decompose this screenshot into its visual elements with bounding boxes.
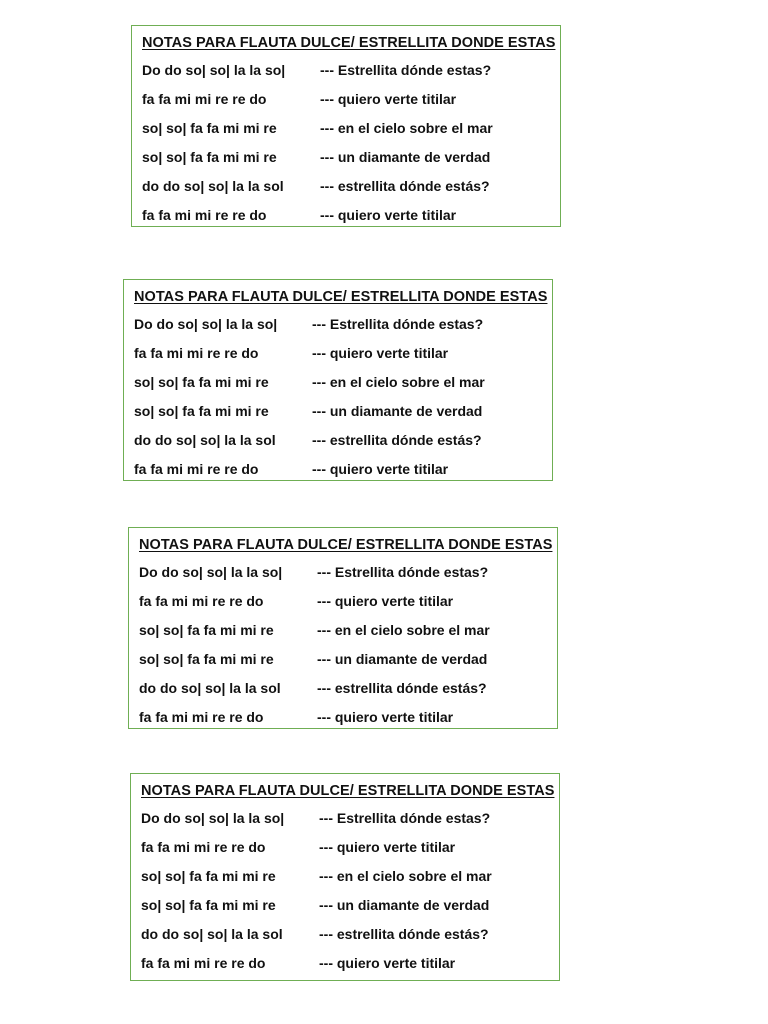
lyric-text: --- un diamante de verdad bbox=[319, 897, 490, 913]
list-item bbox=[134, 426, 552, 455]
list-item bbox=[141, 862, 559, 891]
list-item bbox=[141, 949, 559, 978]
list-item bbox=[142, 172, 560, 201]
notes-text: fa fa mi mi re re do bbox=[134, 461, 259, 477]
lyric-text: --- estrellita dónde estás? bbox=[320, 178, 490, 194]
list-item bbox=[142, 85, 560, 114]
lyric-text: --- quiero verte titilar bbox=[312, 345, 449, 361]
notes-text: so| so| fa fa mi mi re bbox=[139, 651, 274, 667]
lyric-text: --- estrellita dónde estás? bbox=[312, 432, 482, 448]
lyric-text: --- quiero verte titilar bbox=[319, 955, 456, 971]
list-item bbox=[139, 674, 557, 703]
list-item bbox=[142, 56, 560, 85]
lyric-text: --- en el cielo sobre el mar bbox=[317, 622, 490, 638]
notes-text: fa fa mi mi re re do bbox=[142, 207, 267, 223]
notes-text: so| so| fa fa mi mi re bbox=[134, 403, 269, 419]
notes-text: fa fa mi mi re re do bbox=[141, 839, 266, 855]
notes-text: so| so| fa fa mi mi re bbox=[141, 868, 276, 884]
list-item bbox=[141, 833, 559, 862]
list-item bbox=[142, 201, 560, 230]
list-item bbox=[134, 397, 552, 426]
notes-text: fa fa mi mi re re do bbox=[139, 709, 264, 725]
list-item bbox=[142, 143, 560, 172]
list-item bbox=[134, 455, 552, 484]
notes-text: fa fa mi mi re re do bbox=[142, 91, 267, 107]
notes-text: Do do so| so| la la so| bbox=[142, 62, 286, 78]
notes-text: do do so| so| la la sol bbox=[134, 432, 276, 448]
notes-text: Do do so| so| la la so| bbox=[141, 810, 285, 826]
notes-text: so| so| fa fa mi mi re bbox=[141, 897, 276, 913]
notes-text: so| so| fa fa mi mi re bbox=[139, 622, 274, 638]
list-item bbox=[141, 804, 559, 833]
lyric-text: --- Estrellita dónde estas? bbox=[312, 316, 484, 332]
notes-text: so| so| fa fa mi mi re bbox=[142, 120, 277, 136]
notes-text: so| so| fa fa mi mi re bbox=[142, 149, 277, 165]
lyric-text: --- en el cielo sobre el mar bbox=[312, 374, 485, 390]
notes-text: do do so| so| la la sol bbox=[142, 178, 284, 194]
list-item bbox=[141, 920, 559, 949]
list-item bbox=[134, 310, 552, 339]
song-card-3 bbox=[128, 527, 558, 729]
card-title: NOTAS PARA FLAUTA DULCE/ ESTRELLITA DONDE ESTAS bbox=[139, 537, 553, 553]
lyric-text: --- estrellita dónde estás? bbox=[317, 680, 487, 696]
list-item bbox=[134, 339, 552, 368]
list-item bbox=[142, 114, 560, 143]
list-item bbox=[139, 558, 557, 587]
lyric-text: --- un diamante de verdad bbox=[317, 651, 488, 667]
list-item bbox=[139, 616, 557, 645]
lyric-text: --- un diamante de verdad bbox=[320, 149, 491, 165]
notes-text: Do do so| so| la la so| bbox=[134, 316, 278, 332]
lyric-text: --- quiero verte titilar bbox=[320, 91, 457, 107]
song-card-4 bbox=[130, 773, 560, 981]
list-item bbox=[141, 891, 559, 920]
card-title: NOTAS PARA FLAUTA DULCE/ ESTRELLITA DONDE ESTAS bbox=[142, 35, 556, 51]
lyric-text: --- quiero verte titilar bbox=[319, 839, 456, 855]
card-title: NOTAS PARA FLAUTA DULCE/ ESTRELLITA DONDE ESTAS bbox=[134, 289, 548, 305]
lyric-text: --- Estrellita dónde estas? bbox=[319, 810, 491, 826]
notes-text: fa fa mi mi re re do bbox=[134, 345, 259, 361]
lyric-text: --- Estrellita dónde estas? bbox=[320, 62, 492, 78]
notes-text: fa fa mi mi re re do bbox=[141, 955, 266, 971]
lyric-text: --- quiero verte titilar bbox=[317, 709, 454, 725]
list-item bbox=[139, 587, 557, 616]
lyric-text: --- Estrellita dónde estas? bbox=[317, 564, 489, 580]
notes-text: fa fa mi mi re re do bbox=[139, 593, 264, 609]
song-card-2 bbox=[123, 279, 553, 481]
notes-text: Do do so| so| la la so| bbox=[139, 564, 283, 580]
notes-text: do do so| so| la la sol bbox=[141, 926, 283, 942]
notes-text: do do so| so| la la sol bbox=[139, 680, 281, 696]
list-item bbox=[134, 368, 552, 397]
lyric-text: --- quiero verte titilar bbox=[312, 461, 449, 477]
list-item bbox=[139, 703, 557, 732]
lyric-text: --- en el cielo sobre el mar bbox=[320, 120, 493, 136]
lyric-text: --- un diamante de verdad bbox=[312, 403, 483, 419]
notes-text: so| so| fa fa mi mi re bbox=[134, 374, 269, 390]
list-item bbox=[139, 645, 557, 674]
lyric-text: --- quiero verte titilar bbox=[317, 593, 454, 609]
card-title: NOTAS PARA FLAUTA DULCE/ ESTRELLITA DONDE ESTAS bbox=[141, 783, 555, 799]
song-card-1 bbox=[131, 25, 561, 227]
lyric-text: --- en el cielo sobre el mar bbox=[319, 868, 492, 884]
lyric-text: --- estrellita dónde estás? bbox=[319, 926, 489, 942]
lyric-text: --- quiero verte titilar bbox=[320, 207, 457, 223]
